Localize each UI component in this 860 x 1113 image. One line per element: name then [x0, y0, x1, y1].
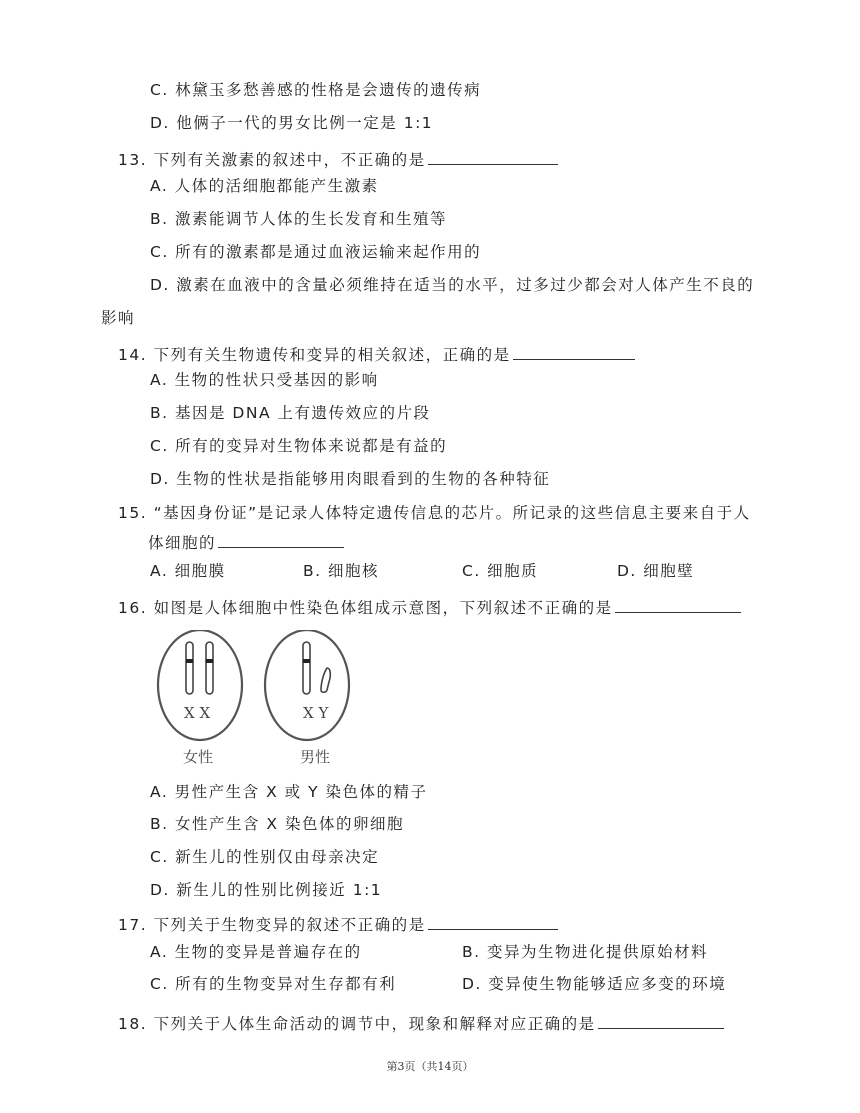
answer-blank[interactable] — [428, 148, 558, 165]
female-chromosome-label: X X — [184, 704, 211, 722]
page-footer: 第3页（共14页） — [386, 1060, 474, 1073]
q15-option-a: A. 细胞膜 — [150, 562, 226, 580]
q16-option-c: C. 新生儿的性别仅由母亲决定 — [150, 848, 380, 866]
q16-option-d: D. 新生儿的性别比例接近 1:1 — [150, 881, 383, 899]
male-chromosome-label: X Y — [303, 704, 329, 722]
q14-option-c: C. 所有的变异对生物体来说都是有益的 — [150, 437, 448, 455]
q14-option-d: D. 生物的性状是指能够用肉眼看到的生物的各种特征 — [150, 470, 551, 488]
q18-stem: 18. 下列关于人体生命活动的调节中，现象和解释对应正确的是 — [118, 1012, 724, 1034]
q13-option-a: A. 人体的活细胞都能产生激素 — [150, 177, 379, 195]
answer-blank[interactable] — [615, 596, 741, 613]
male-cell — [265, 630, 349, 740]
q12-option-d: D. 他俩子一代的男女比例一定是 1:1 — [150, 114, 434, 132]
q16-option-a: A. 男性产生含 X 或 Y 染色体的精子 — [150, 783, 428, 801]
q17-option-d: D. 变异使生物能够适应多变的环境 — [462, 975, 727, 993]
female-chromosome-x2 — [206, 642, 213, 694]
q17-option-a: A. 生物的变异是普遍存在的 — [150, 943, 362, 961]
q15-stem-continued: 体细胞的 — [148, 531, 344, 553]
male-chromosome-x — [303, 642, 310, 694]
q17-option-c: C. 所有的生物变异对生存都有利 — [150, 975, 397, 993]
q14-stem: 14. 下列有关生物遗传和变异的相关叙述，正确的是 — [118, 343, 635, 365]
male-caption: 男性 — [300, 748, 331, 766]
male-chromosome-y — [321, 668, 330, 692]
q17-option-b: B. 变异为生物进化提供原始材料 — [462, 943, 708, 961]
q13-option-d-continued: 影响 — [101, 309, 136, 327]
answer-blank[interactable] — [428, 913, 558, 930]
q17-stem: 17. 下列关于生物变异的叙述不正确的是 — [118, 913, 558, 935]
q15-option-d: D. 细胞壁 — [617, 562, 695, 580]
q15-option-c: C. 细胞质 — [462, 562, 539, 580]
q14-option-a: A. 生物的性状只受基因的影响 — [150, 371, 379, 389]
q16-stem: 16. 如图是人体细胞中性染色体组成示意图，下列叙述不正确的是 — [118, 596, 741, 618]
female-caption: 女性 — [183, 748, 214, 766]
q16-option-b: B. 女性产生含 X 染色体的卵细胞 — [150, 815, 404, 833]
q14-option-b: B. 基因是 DNA 上有遗传效应的片段 — [150, 404, 431, 422]
answer-blank[interactable] — [218, 531, 344, 548]
q13-option-c: C. 所有的激素都是通过血液运输来起作用的 — [150, 243, 482, 261]
answer-blank[interactable] — [598, 1012, 724, 1029]
q12-option-c: C. 林黛玉多愁善感的性格是会遗传的遗传病 — [150, 81, 482, 99]
sex-chromosome-figure — [155, 630, 375, 774]
q13-option-b: B. 激素能调节人体的生长发育和生殖等 — [150, 210, 447, 228]
female-chromosome-x1 — [186, 642, 193, 694]
q15-stem: 15. “基因身份证”是记录人体特定遗传信息的芯片。所记录的这些信息主要来自于人 — [118, 504, 751, 522]
female-cell — [158, 630, 242, 740]
q15-option-b: B. 细胞核 — [303, 562, 379, 580]
q13-stem: 13. 下列有关激素的叙述中，不正确的是 — [118, 148, 558, 170]
answer-blank[interactable] — [513, 343, 635, 360]
q13-option-d: D. 激素在血液中的含量必须维持在适当的水平，过多过少都会对人体产生不良的 — [150, 276, 755, 294]
